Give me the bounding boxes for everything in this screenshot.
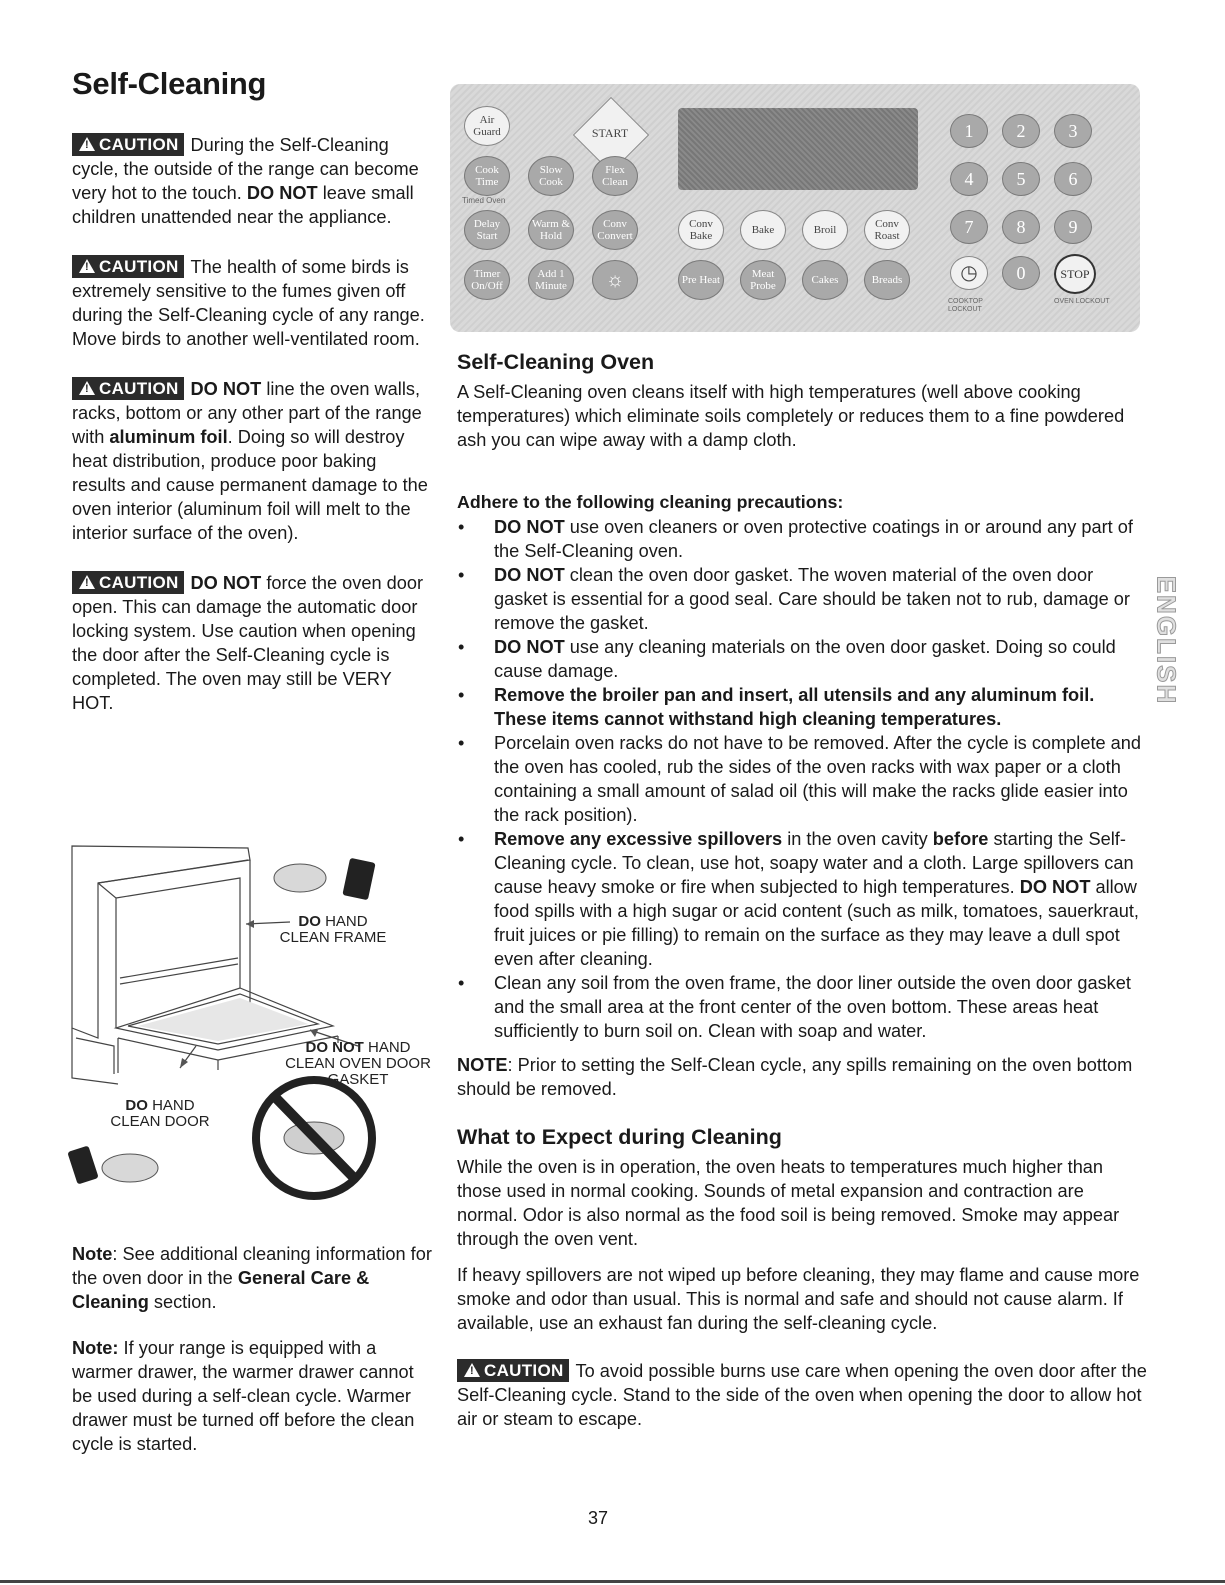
section-self-cleaning-oven-text: A Self-Cleaning oven cleans itself with high temperatures (well above cooking temperatures) which eliminate soils completely or reduces them to a fine powdered ash you can wipe away with a damp cloth. (457, 382, 1125, 450)
left-column (72, 133, 432, 741)
number-key-1: 1 (950, 114, 988, 148)
bottom-rule (0, 1580, 1225, 1583)
number-key-0: 0 (1002, 256, 1040, 290)
number-key-5: 5 (1002, 162, 1040, 196)
broil-button: Broil (802, 210, 848, 250)
precautions-title: Adhere to the following cleaning precautions: (457, 492, 844, 512)
clock-icon: ◷ (950, 256, 988, 290)
number-key-6: 6 (1054, 162, 1092, 196)
breads-button: Breads (864, 260, 910, 300)
bake-button: Bake (740, 210, 786, 250)
number-key-7: 7 (950, 210, 988, 244)
caution-badge: ! CAUTION (72, 377, 184, 400)
section-expect-p1: While the oven is in operation, the oven heats to temperatures much higher than those used in normal cooking. Sounds of metal expansion and contraction are normal. Odor is also normal as the food soil is being removed. Smoke may appear through the oven vent. (457, 1157, 1120, 1249)
slow-cook-button: Slow Cook (528, 156, 574, 196)
warning-triangle-icon: ! (464, 1363, 480, 1377)
oven-illustration (68, 838, 448, 1213)
hand-cleaning-frame-icon (274, 858, 376, 901)
delay-start-button: Delay Start (464, 210, 510, 250)
label-clean-frame: DO HAND CLEAN FRAME (279, 913, 387, 946)
add-minute-button: Add 1 Minute (528, 260, 574, 300)
start-label: START (591, 126, 629, 140)
control-panel-illustration (450, 84, 1140, 332)
section-self-cleaning-oven-title: Self-Cleaning Oven (457, 350, 655, 374)
caution-door-force: ! CAUTION DO NOT force the oven door open. This can damage the automatic door locking system. Use caution when opening the door after the Self-Cleaning cycle is completed. The oven may still be VERY HOT. (72, 573, 424, 713)
timer-button: Timer On/Off (464, 260, 510, 300)
timed-oven-label: Timed Oven (462, 196, 506, 205)
caution-opening-door: ! CAUTION To avoid possible burns use care when opening the oven door after the Self-Cleaning cycle. Stand to the side of the oven when opening the door to allow hot air or steam to escape. (457, 1361, 1147, 1429)
number-key-8: 8 (1002, 210, 1040, 244)
warning-triangle-icon: ! (79, 381, 95, 395)
right-column (457, 350, 1147, 1431)
number-key-3: 3 (1054, 114, 1092, 148)
pre-heat-button: Pre Heat (678, 260, 724, 300)
number-key-4: 4 (950, 162, 988, 196)
oven-light-icon: ☼ (592, 260, 638, 300)
cooktop-lockout-label: COOKTOP LOCKOUT (948, 298, 983, 313)
oven-lockout-label: OVEN LOCKOUT (1054, 298, 1110, 305)
number-key-2: 2 (1002, 114, 1040, 148)
conv-bake-button: Conv Bake (678, 210, 724, 250)
caution-badge: ! CAUTION (72, 133, 184, 156)
caution-hot-surface: ! CAUTION During the Self-Cleaning cycle, the outside of the range can become very hot to the touch. DO NOT leave small children unattended near the appliance. (72, 135, 419, 227)
flex-clean-button: Flex Clean (592, 156, 638, 196)
caution-badge: ! CAUTION (72, 255, 184, 278)
language-tab: ENGLISH (1151, 575, 1182, 705)
hand-cleaning-door-icon (68, 1145, 158, 1184)
prohibited-icon (256, 1080, 372, 1196)
page-number: 37 (587, 1508, 609, 1528)
conv-convert-button: Conv Convert (592, 210, 638, 250)
warning-triangle-icon: ! (79, 137, 95, 151)
oven-cleaning-diagram (68, 838, 448, 1213)
list-item: • DO NOT use any cleaning materials on the oven door gasket. Doing so could cause damage. (457, 635, 1147, 683)
warning-triangle-icon: ! (79, 259, 95, 273)
note-general-care: Note: See additional cleaning information for the oven door in the General Care & Cleaning section. (72, 1244, 432, 1312)
notes-block (72, 1242, 432, 1478)
caution-badge: ! CAUTION (72, 571, 184, 594)
list-item: • DO NOT clean the oven door gasket. The woven material of the oven door gasket is essential for a good seal. Care should be taken not to rub, damage or remove the gasket. (457, 563, 1147, 635)
list-item: • DO NOT use oven cleaners or oven protective coatings in or around any part of the Self-Cleaning oven. (457, 515, 1147, 563)
caution-badge: ! CAUTION (457, 1359, 569, 1382)
label-door-gasket: DO NOT HAND CLEAN OVEN DOOR GASKET (285, 1039, 431, 1088)
caution-birds: ! CAUTION The health of some birds is extremely sensitive to the fumes given off during the Self-Cleaning cycle of any range. Move birds to another well-ventilated room. (72, 257, 425, 349)
air-guard-button: Air Guard (464, 106, 510, 146)
list-item: • Porcelain oven racks do not have to be removed. After the cycle is complete and the oven has cooled, rub the sides of the oven racks with wax paper or a cloth containing a small amount of salad oil (this will make the racks glide easier into the rack position). (457, 731, 1147, 827)
meat-probe-button: Meat Probe (740, 260, 786, 300)
warm-hold-button: Warm & Hold (528, 210, 574, 250)
section-expect-p2: If heavy spillovers are not wiped up before cleaning, they may flame and cause more smoke and odor than usual. This is normal and safe and should not cause alarm. If available, use an exhaust fan during the self-cleaning cycle. (457, 1265, 1140, 1333)
note-prior-self-clean: NOTE: Prior to setting the Self-Clean cycle, any spills remaining on the oven bottom should be removed. (457, 1055, 1133, 1099)
cook-time-button: Cook Time (464, 156, 510, 196)
warning-triangle-icon: ! (79, 575, 95, 589)
caution-aluminum-foil: ! CAUTION DO NOT line the oven walls, racks, bottom or any other part of the range with aluminum foil. Doing so will destroy heat distribution, produce poor baking results and cause permanent damage to the oven interior (aluminum foil will melt to the interior surface of the oven). (72, 379, 428, 543)
panel-display (678, 108, 918, 190)
precautions-list (457, 515, 1147, 1043)
page-title: Self-Cleaning (72, 66, 267, 101)
list-item: • Remove any excessive spillovers in the oven cavity before starting the Self-Cleaning cycle. To clean, use hot, soapy water and a cloth. Large spillovers can cause heavy smoke or fire when subjected to high temperatures. DO NOT allow food spills with a high sugar or acid content (such as milk, tomatoes, sauerkraut, fruit juices or pie filling) to remain on the surface as they may leave a dull spot even after cleaning. (457, 827, 1147, 971)
conv-roast-button: Conv Roast (864, 210, 910, 250)
label-clean-door: DO HAND CLEAN DOOR (110, 1097, 210, 1130)
section-expect-title: What to Expect during Cleaning (457, 1125, 782, 1149)
cakes-button: Cakes (802, 260, 848, 300)
note-warmer-drawer: Note: If your range is equipped with a warmer drawer, the warmer drawer cannot be used during a self-clean cycle. Warmer drawer must be turned off before the clean cycle is started. (72, 1338, 415, 1454)
stop-button: STOP (1054, 254, 1096, 294)
list-item: • Clean any soil from the oven frame, the door liner outside the oven door gasket and the small area at the front center of the oven bottom. These areas heat sufficiently to burn soil on. Clean with soap and water. (457, 971, 1147, 1043)
list-item: • Remove the broiler pan and insert, all utensils and any aluminum foil. These items cannot withstand high cleaning temperatures. (457, 683, 1147, 731)
number-key-9: 9 (1054, 210, 1092, 244)
